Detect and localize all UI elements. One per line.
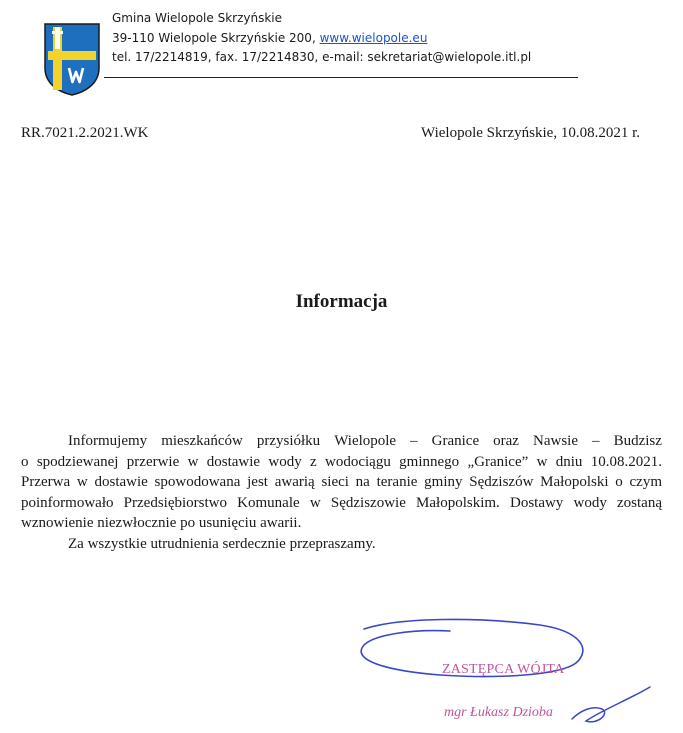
address-line (112, 29, 531, 49)
word: Wielopole (334, 433, 397, 449)
contact-line: tel. 17/2214819, fax. 17/2214830, e-mail: sekretariat@wielopole.itl.pl (112, 50, 532, 64)
word: Nawsie (533, 433, 578, 449)
coat-of-arms-icon (43, 22, 101, 96)
signature-block (330, 615, 670, 730)
body-line-5: wznowienie niezwłocznie po usunięciu awarii. (21, 515, 302, 531)
word: – (592, 433, 600, 449)
signatory-name: mgr Łukasz Dzioba (444, 705, 553, 720)
word: oraz (493, 433, 519, 449)
signatory-role: ZASTĘPCA WÓJTA (442, 662, 565, 677)
body-line-3: Przerwa w dostawie spowodowana jest awarią sieci na teranie gminy Sędziszów Małopolski o czym (21, 474, 662, 490)
letterhead (112, 9, 531, 68)
institution-name: Gmina Wielopole Skrzyńskie (112, 11, 283, 25)
place-date: Wielopole Skrzyńskie, 10.08.2021 r. (421, 125, 640, 141)
word: Informujemy (68, 433, 148, 449)
body-line-1 (21, 431, 662, 452)
word: mieszkańców (161, 433, 243, 449)
word: przysiółku (256, 433, 321, 449)
letterhead-divider (104, 77, 578, 78)
website-link[interactable]: www.wielopole.eu (319, 30, 428, 45)
word: – (410, 433, 418, 449)
body-line-6: Za wszystkie utrudnienia serdecznie przepraszamy. (68, 535, 376, 552)
reference-number: RR.7021.2.2021.WK (21, 125, 149, 141)
word: Granice (431, 433, 480, 449)
document-title: Informacja (295, 291, 388, 312)
word: Budzisz (613, 433, 662, 449)
body-line-2: o spodziewanej przerwie w dostawie wody z wodociągu gminnego „Granice” w dniu 10.08.2021. (21, 453, 662, 470)
address: 39-110 Wielopole Skrzyńskie 200, (112, 30, 320, 45)
document-body (21, 431, 662, 554)
body-line-4: poinformowało Przedsiębiorstwo Komunale w Sędziszowie Małopolskim. Dostawy wody zostaną (21, 494, 662, 511)
